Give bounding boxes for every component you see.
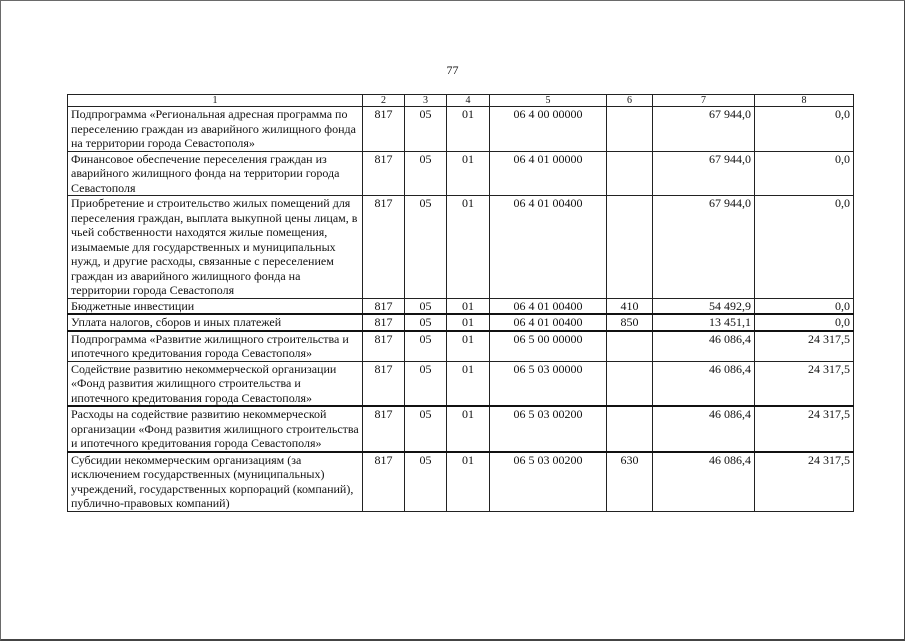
- amount-year-2: 0,0: [755, 107, 854, 152]
- column-header: 1: [68, 95, 363, 107]
- budget-table: [67, 94, 854, 512]
- section-code: 05: [405, 196, 447, 299]
- expense-type-code: [607, 331, 653, 362]
- amount-year-1: 46 086,4: [653, 406, 755, 452]
- subsection-code: 01: [447, 314, 490, 331]
- expense-type-code: [607, 406, 653, 452]
- admin-code: 817: [363, 452, 405, 512]
- section-code: 05: [405, 331, 447, 362]
- section-code: 05: [405, 361, 447, 406]
- subsection-code: 01: [447, 406, 490, 452]
- amount-year-1: 67 944,0: [653, 151, 755, 196]
- target-code: 06 4 01 00000: [490, 151, 607, 196]
- admin-code: 817: [363, 107, 405, 152]
- row-name: Бюджетные инвестиции: [68, 298, 363, 314]
- section-code: 05: [405, 107, 447, 152]
- column-header: 7: [653, 95, 755, 107]
- row-name: Расходы на содействие развитию некоммерческой организации «Фонд развития жилищного строительства и ипотечного кредитования города Севастополя»: [68, 406, 363, 452]
- table-row: [68, 331, 854, 362]
- amount-year-2: 0,0: [755, 314, 854, 331]
- column-header: 3: [405, 95, 447, 107]
- admin-code: 817: [363, 298, 405, 314]
- subsection-code: 01: [447, 107, 490, 152]
- amount-year-2: 24 317,5: [755, 452, 854, 512]
- section-code: 05: [405, 314, 447, 331]
- expense-type-code: 410: [607, 298, 653, 314]
- amount-year-2: 0,0: [755, 298, 854, 314]
- amount-year-1: 13 451,1: [653, 314, 755, 331]
- table-row: [68, 314, 854, 331]
- table-row: [68, 151, 854, 196]
- amount-year-1: 46 086,4: [653, 361, 755, 406]
- section-code: 05: [405, 406, 447, 452]
- amount-year-1: 67 944,0: [653, 107, 755, 152]
- expense-type-code: 850: [607, 314, 653, 331]
- expense-type-code: [607, 107, 653, 152]
- subsection-code: 01: [447, 298, 490, 314]
- table-row: [68, 452, 854, 512]
- subsection-code: 01: [447, 331, 490, 362]
- row-name: Субсидии некоммерческим организациям (за исключением государственных (муниципальных) учреждений, государственных корпораций (компаний), публично-правовых компаний): [68, 452, 363, 512]
- page-number: 77: [446, 63, 459, 77]
- amount-year-1: 46 086,4: [653, 452, 755, 512]
- table-header-row: [68, 95, 854, 107]
- amount-year-1: 46 086,4: [653, 331, 755, 362]
- row-name: Содействие развитию некоммерческой организации «Фонд развития жилищного строительства и ипотечного кредитования города Севастополя»: [68, 361, 363, 406]
- table-row: [68, 298, 854, 314]
- subsection-code: 01: [447, 361, 490, 406]
- column-header: 6: [607, 95, 653, 107]
- table-row: [68, 107, 854, 152]
- table-row: [68, 361, 854, 406]
- row-name: Уплата налогов, сборов и иных платежей: [68, 314, 363, 331]
- target-code: 06 4 01 00400: [490, 298, 607, 314]
- amount-year-2: 24 317,5: [755, 361, 854, 406]
- column-header: 5: [490, 95, 607, 107]
- admin-code: 817: [363, 314, 405, 331]
- subsection-code: 01: [447, 452, 490, 512]
- column-header: 2: [363, 95, 405, 107]
- expense-type-code: [607, 361, 653, 406]
- admin-code: 817: [363, 331, 405, 362]
- row-name: Подпрограмма «Развитие жилищного строительства и ипотечного кредитования города Севастополя»: [68, 331, 363, 362]
- row-name: Подпрограмма «Региональная адресная программа по переселению граждан из аварийного жилищного фонда на территории города Севастополя»: [68, 107, 363, 152]
- admin-code: 817: [363, 151, 405, 196]
- column-header: 4: [447, 95, 490, 107]
- admin-code: 817: [363, 196, 405, 299]
- amount-year-2: 24 317,5: [755, 406, 854, 452]
- section-code: 05: [405, 298, 447, 314]
- section-code: 05: [405, 452, 447, 512]
- amount-year-1: 54 492,9: [653, 298, 755, 314]
- target-code: 06 5 00 00000: [490, 331, 607, 362]
- amount-year-2: 24 317,5: [755, 331, 854, 362]
- target-code: 06 5 03 00200: [490, 452, 607, 512]
- amount-year-2: 0,0: [755, 151, 854, 196]
- target-code: 06 4 01 00400: [490, 314, 607, 331]
- table-row: [68, 196, 854, 299]
- target-code: 06 5 03 00200: [490, 406, 607, 452]
- expense-type-code: 630: [607, 452, 653, 512]
- expense-type-code: [607, 196, 653, 299]
- row-name: Финансовое обеспечение переселения граждан из аварийного жилищного фонда на территории города Севастополя: [68, 151, 363, 196]
- table-row: [68, 406, 854, 452]
- admin-code: 817: [363, 361, 405, 406]
- column-header: 8: [755, 95, 854, 107]
- subsection-code: 01: [447, 151, 490, 196]
- target-code: 06 4 00 00000: [490, 107, 607, 152]
- target-code: 06 4 01 00400: [490, 196, 607, 299]
- target-code: 06 5 03 00000: [490, 361, 607, 406]
- admin-code: 817: [363, 406, 405, 452]
- section-code: 05: [405, 151, 447, 196]
- subsection-code: 01: [447, 196, 490, 299]
- amount-year-2: 0,0: [755, 196, 854, 299]
- amount-year-1: 67 944,0: [653, 196, 755, 299]
- expense-type-code: [607, 151, 653, 196]
- row-name: Приобретение и строительство жилых помещений для переселения граждан, выплата выкупной цены лицам, в чьей собственности находятся жилые помещения, изымаемые для государственных и муниципальных нужд, и другие расходы, связанные с переселением граждан из аварийного жилищного фонда на территории города Севастополя: [68, 196, 363, 299]
